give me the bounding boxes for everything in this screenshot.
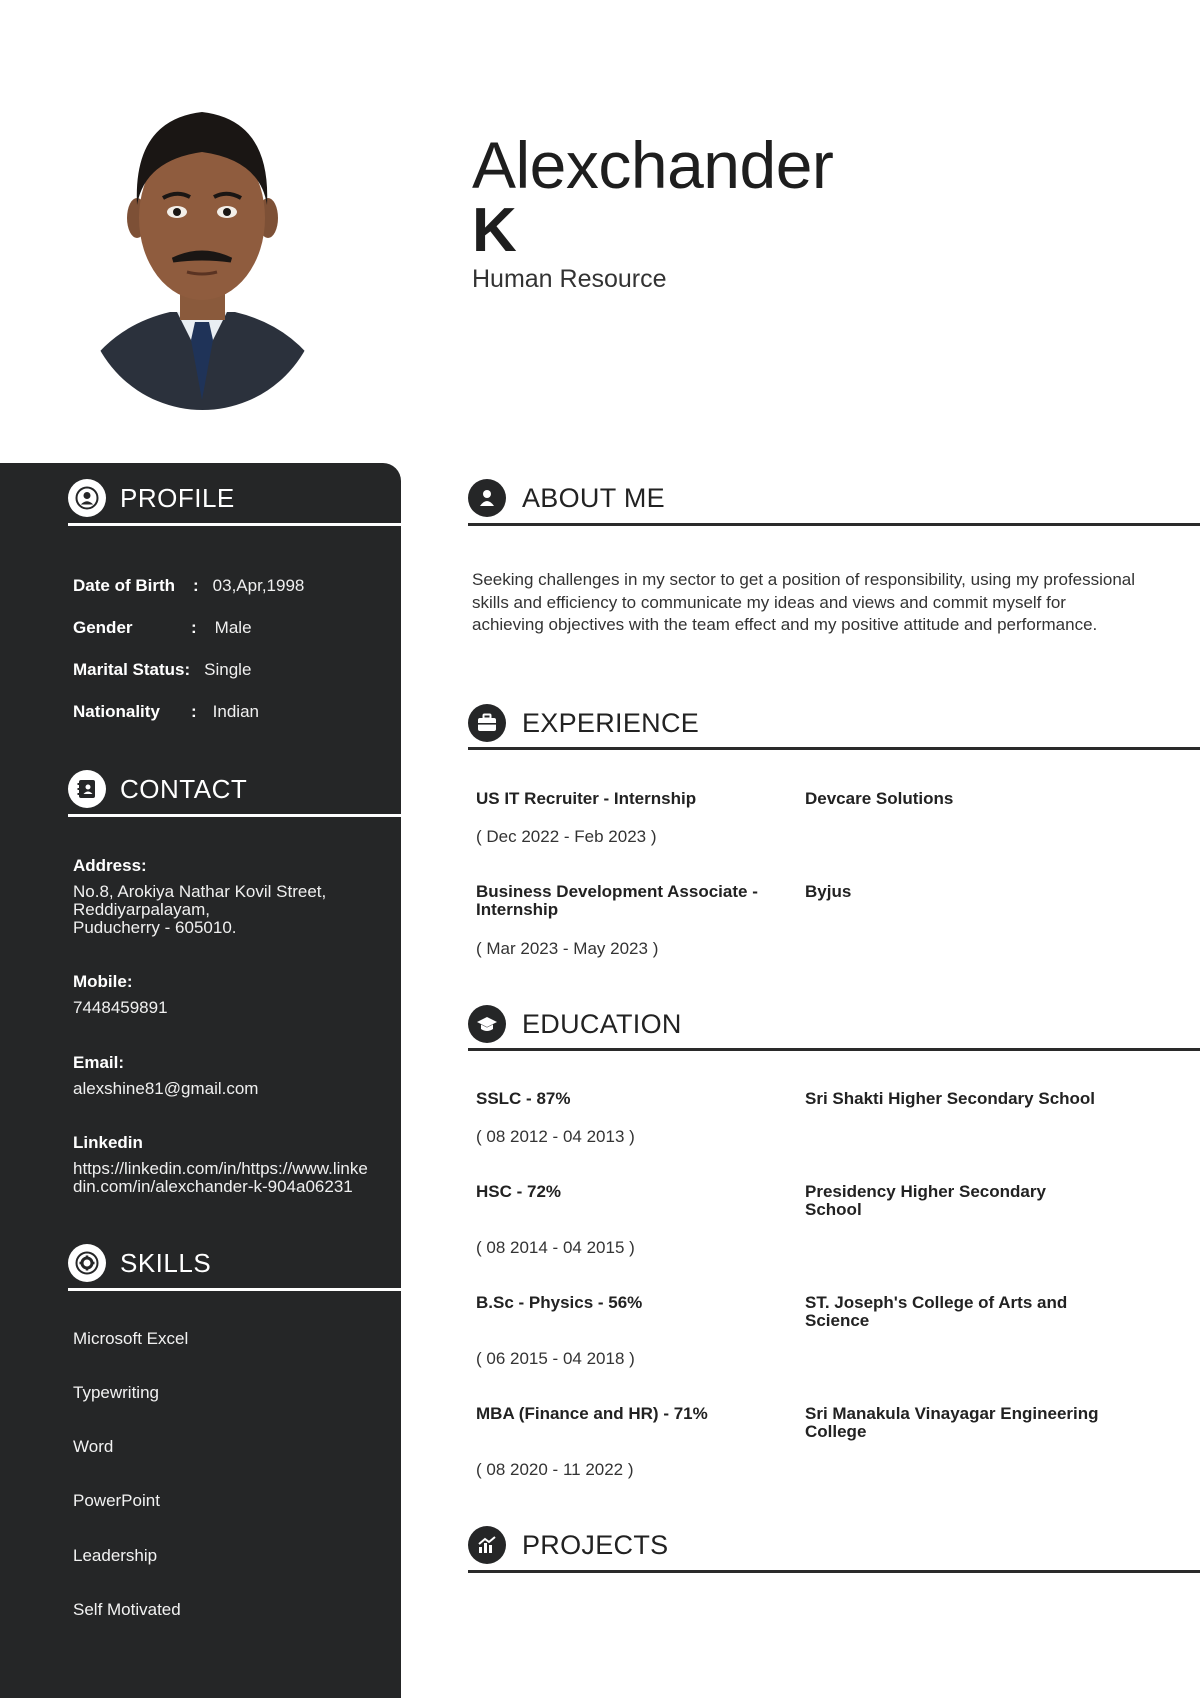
- education-org: Presidency Higher Secondary School: [805, 1182, 1046, 1219]
- education-divider: [468, 1048, 1200, 1051]
- nationality-value: Indian: [212, 702, 259, 721]
- user-circle-icon: [68, 479, 106, 517]
- education-title: SSLC - 87%: [476, 1089, 571, 1108]
- projects-heading-text: PROJECTS: [522, 1529, 669, 1560]
- skill-item: Leadership: [73, 1546, 158, 1565]
- skills-heading-text: SKILLS: [120, 1247, 212, 1278]
- about-text: Seeking challenges in my sector to get a position of responsibility, using my professional skills and efficiency to communicate my ideas and views and commit myself for achieving objectives with the team effect and my positive attitude and performance.: [472, 570, 1136, 634]
- education-org: Sri Manakula Vinayagar Engineering College: [805, 1404, 1099, 1441]
- experience-title: US IT Recruiter - Internship: [476, 789, 697, 808]
- mobile-label: Mobile:: [73, 972, 133, 991]
- education-org: ST. Joseph's College of Arts and Science: [805, 1293, 1068, 1330]
- experience-heading-text: EXPERIENCE: [522, 707, 700, 738]
- marital-label: Marital Status: [73, 660, 185, 679]
- experience-divider: [468, 747, 1200, 750]
- job-title: Human Resource: [472, 265, 667, 293]
- about-divider: [468, 523, 1200, 526]
- skill-item: Microsoft Excel: [73, 1329, 189, 1348]
- profile-row-marital: [73, 660, 251, 680]
- skill-item: Word: [73, 1437, 114, 1456]
- address-label: Address:: [73, 856, 147, 875]
- education-heading-text: EDUCATION: [522, 1008, 682, 1039]
- profile-row-nationality: [73, 702, 259, 722]
- address-line: No.8, Arokiya Nathar Kovil Street,: [73, 882, 327, 901]
- gender-colon: :: [191, 618, 197, 637]
- address-line: Reddiyarpalayam,: [73, 900, 211, 919]
- gender-value: Male: [214, 618, 252, 637]
- linkedin-link[interactable]: [73, 1160, 393, 1196]
- profile-row-gender: [73, 618, 252, 638]
- mobile-value[interactable]: 7448459891: [73, 998, 168, 1017]
- education-title: B.Sc - Physics - 56%: [476, 1293, 643, 1312]
- contact-heading: [68, 770, 247, 808]
- education-heading: [468, 1005, 682, 1043]
- experience-heading: [468, 704, 699, 742]
- contact-book-icon: [68, 770, 106, 808]
- linkedin-line: din.com/in/alexchander-k-904a06231: [73, 1177, 353, 1196]
- experience-date: ( Mar 2023 - May 2023 ): [476, 939, 659, 958]
- skill-item: PowerPoint: [73, 1491, 160, 1510]
- experience-title: Business Development Associate - Internship: [476, 882, 758, 919]
- education-date: ( 06 2015 - 04 2018 ): [476, 1349, 635, 1368]
- education-date: ( 08 2020 - 11 2022 ): [476, 1460, 634, 1479]
- marital-value: Single: [204, 660, 252, 679]
- education-title: MBA (Finance and HR) - 71%: [476, 1404, 708, 1423]
- about-heading: [468, 479, 665, 517]
- graduation-cap-icon: [468, 1005, 506, 1043]
- experience-org: Byjus: [805, 882, 852, 901]
- contact-divider: [68, 814, 401, 817]
- linkedin-line: https://linkedin.com/in/https://www.linke: [73, 1159, 368, 1178]
- dob-colon: :: [193, 576, 199, 595]
- skills-divider: [68, 1288, 401, 1291]
- linkedin-label: Linkedin: [73, 1133, 143, 1152]
- education-org: Sri Shakti Higher Secondary School: [805, 1089, 1096, 1108]
- profile-divider: [68, 523, 401, 526]
- dob-label: Date of Birth: [73, 576, 175, 595]
- person-icon: [468, 479, 506, 517]
- skill-item: Self Motivated: [73, 1600, 181, 1619]
- last-name: K: [472, 196, 517, 265]
- profile-heading-text: PROFILE: [120, 482, 235, 513]
- first-name: Alexchander: [472, 128, 834, 202]
- gender-label: Gender: [73, 618, 133, 637]
- education-title: HSC - 72%: [476, 1182, 562, 1201]
- gear-icon: [68, 1244, 106, 1282]
- education-date: ( 08 2012 - 04 2013 ): [476, 1127, 635, 1146]
- briefcase-icon: [468, 704, 506, 742]
- experience-date: ( Dec 2022 - Feb 2023 ): [476, 827, 657, 846]
- profile-photo: [85, 100, 320, 410]
- skill-item: Typewriting: [73, 1383, 159, 1402]
- nationality-label: Nationality: [73, 702, 160, 721]
- marital-colon: :: [184, 660, 191, 679]
- projects-heading: [468, 1526, 668, 1564]
- education-date: ( 08 2014 - 04 2015 ): [476, 1238, 635, 1257]
- profile-row-dob: [73, 576, 304, 596]
- chart-icon: [468, 1526, 506, 1564]
- dob-value: 03,Apr,1998: [212, 576, 305, 595]
- profile-heading: [68, 479, 235, 517]
- email-link[interactable]: alexshine81@gmail.com: [73, 1079, 259, 1098]
- experience-org: Devcare Solutions: [805, 789, 954, 808]
- nationality-colon: :: [191, 702, 197, 721]
- skills-heading: [68, 1244, 211, 1282]
- email-label: Email:: [73, 1053, 125, 1072]
- address-value: [73, 883, 393, 937]
- about-heading-text: ABOUT ME: [522, 482, 665, 513]
- name-block: [472, 130, 833, 294]
- contact-heading-text: CONTACT: [120, 773, 248, 804]
- address-line: Puducherry - 605010.: [73, 918, 237, 937]
- projects-divider: [468, 1570, 1200, 1573]
